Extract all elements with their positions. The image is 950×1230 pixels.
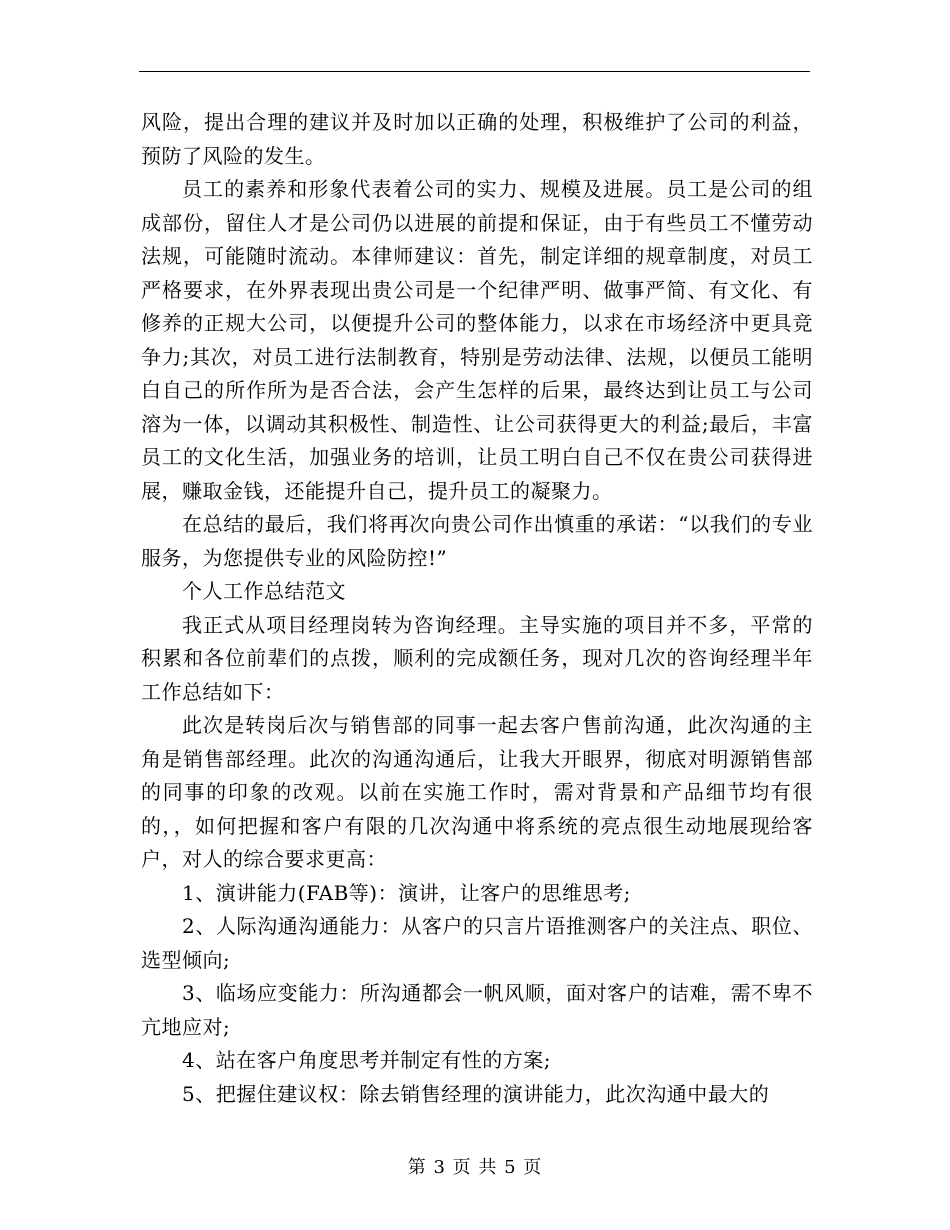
page-number-footer: 第 3 页 共 5 页 xyxy=(407,1157,543,1178)
header-rule xyxy=(139,71,810,72)
list-item-1: 1、演讲能力(FAB等)：演讲，让客户的思维思考; xyxy=(182,880,631,905)
paragraph-2: 员工的素养和形象代表着公司的实力、规模及进展。员工是公司的组成部份，留住人才是公司仍以进展的前提和保证，由于有些员工不懂劳动法规，可能随时流动。本律师建议：首先，制定详细的规章制度，对员工严格要求，在外界表现出贵公司是一个纪律严明、做事严简、有文化、有修养的正规大公司，以便提升公司的整体能力，以求在市场经济中更具竞争力;其次，对员工进行法制教育，特别是劳动法律、法规，以便员工能明白自己的所作所为是否合法，会产生怎样的后果，最终达到让员工与公司溶为一体，以调动其积极性、制造性、让公司获得更大的利益;最后，丰富员工的文化生活，加强业务的培训，让员工明白自己不仅在贵公司获得进展，赚取金钱，还能提升自己，提升员工的凝聚力。 xyxy=(141,177,813,503)
body-text xyxy=(141,106,813,1111)
list-item-2: 2、人际沟通沟通能力：从客户的只言片语推测客户的关注点、职位、选型倾向; xyxy=(141,914,813,972)
paragraph-1: 风险，提出合理的建议并及时加以正确的处理，积极维护了公司的利益，预防了风险的发生。 xyxy=(141,110,813,168)
paragraph-6: 此次是转岗后次与销售部的同事一起去客户售前沟通，此次沟通的主角是销售部经理。此次的沟通沟通后，让我大开眼界，彻底对明源销售部的同事的印象的改观。以前在实施工作时，需对背景和产品细节均有很的，，如何把握和客户有限的几次沟通中将系统的亮点很生动地展现给客户，对人的综合要求更高： xyxy=(141,713,813,871)
list-item-3: 3、临场应变能力：所沟通都会一帆风顺，面对客户的诘难，需不卑不亢地应对; xyxy=(141,981,813,1039)
list-item-4: 4、站在客户角度思考并制定有性的方案; xyxy=(182,1048,551,1072)
list-item-5: 5、把握住建议权：除去销售经理的演讲能力，此次沟通中最大的 xyxy=(182,1081,770,1106)
paragraph-3: 在总结的最后，我们将再次向贵公司作出慎重的承诺：“以我们的专业服务，为您提供专业的风险防控!” xyxy=(141,512,813,570)
section-heading: 个人工作总结范文 xyxy=(182,579,346,603)
paragraph-5: 我正式从项目经理岗转为咨询经理。主导实施的项目并不多，平常的积累和各位前辈们的点拨，顺利的完成额任务，现对几次的咨询经理半年工作总结如下： xyxy=(141,612,813,704)
